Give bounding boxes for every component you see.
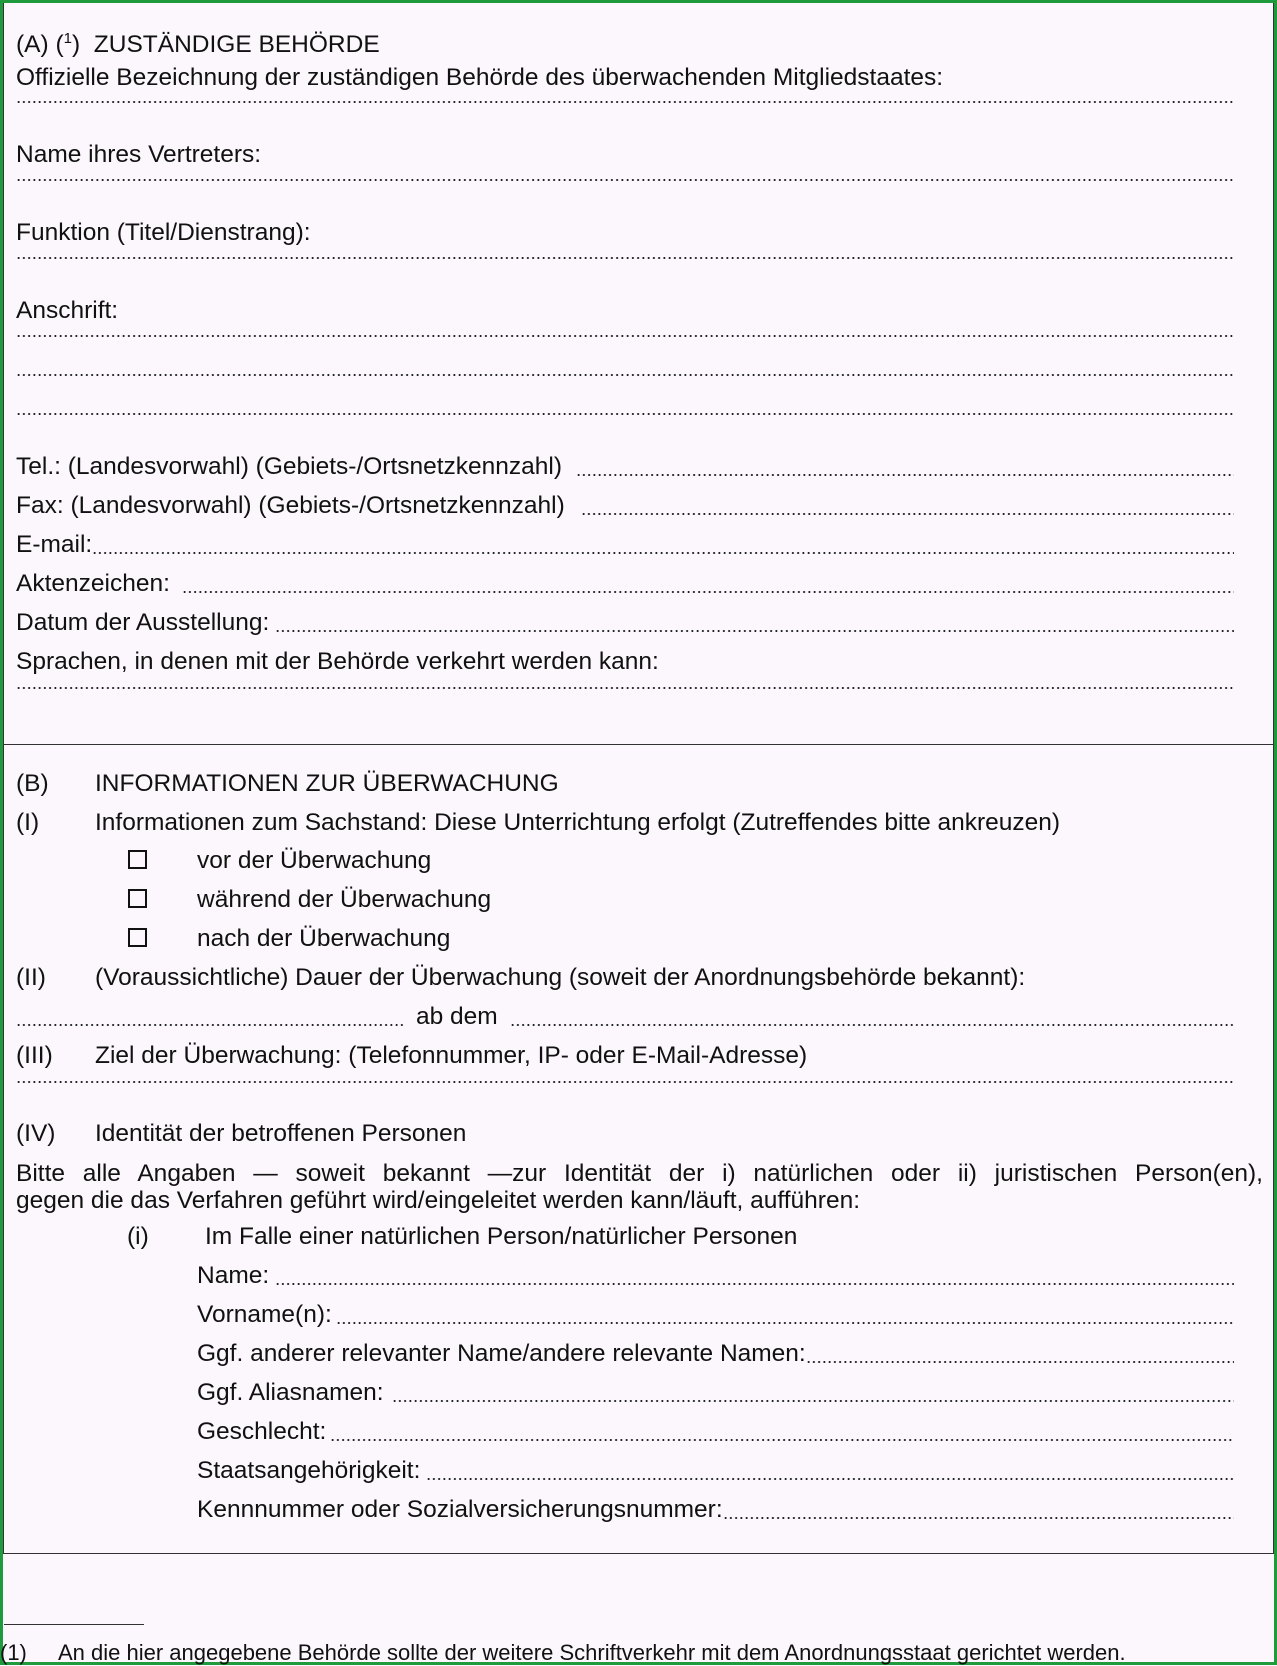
official-name-label: Offizielle Bezeichnung der zuständigen Behörde des überwachenden Mitgliedstaates: — [16, 64, 944, 91]
checkbox-before[interactable] — [128, 850, 147, 869]
fax-field[interactable] — [16, 491, 1234, 521]
email-label: E-mail: — [16, 531, 93, 558]
name-label: Name: — [197, 1262, 270, 1289]
section-b-heading — [16, 769, 1234, 799]
nationality-label: Staatsangehörigkeit: — [197, 1457, 421, 1484]
first-name-label: Vorname(n): — [197, 1301, 332, 1328]
gender-label: Geschlecht: — [197, 1418, 327, 1445]
address-field-2[interactable] — [16, 373, 1234, 382]
item-ii-heading: (II) (Voraussichtliche) Dauer der Überwachung (soweit der Anordnungsbehörde bekannt): — [16, 964, 1026, 991]
issue-date-field[interactable] — [16, 608, 1234, 638]
option-after-label: nach der Überwachung — [197, 925, 451, 952]
target-field[interactable] — [16, 1080, 1234, 1089]
option-before-label: vor der Überwachung — [197, 847, 432, 874]
languages-label: Sprachen, in denen mit der Behörde verkehrt werden kann: — [16, 648, 659, 675]
address-field-3[interactable] — [16, 412, 1234, 421]
representative-label: Name ihres Vertreters: — [16, 141, 262, 168]
representative-field[interactable] — [16, 178, 1234, 187]
footnote-number: (1) — [0, 1640, 27, 1665]
footnote-ref: ($^1$) — [55, 30, 81, 58]
first-name-field[interactable] — [197, 1300, 1234, 1330]
duration-field[interactable] — [16, 1002, 1234, 1032]
footnote — [0, 1640, 1126, 1666]
aliases-label: Ggf. Aliasnamen: — [197, 1379, 384, 1406]
option-during-label: während der Überwachung — [197, 886, 492, 913]
checkbox-during[interactable] — [128, 889, 147, 908]
nationality-field[interactable] — [197, 1456, 1234, 1486]
item-i-heading: (I) Informationen zum Sachstand: Diese Unterrichtung erfolgt (Zutreffendes bitte ankreuzen) — [16, 809, 1061, 836]
item-iv-heading: (IV) Identität der betroffenen Personen — [16, 1120, 467, 1147]
function-label: Funktion (Titel/Dienstrang): — [16, 219, 311, 246]
id-number-label: Kennnummer oder Sozialversicherungsnummer: — [197, 1496, 723, 1523]
id-number-field[interactable] — [197, 1495, 1234, 1525]
from-label: ab dem — [416, 1003, 498, 1030]
file-number-field[interactable] — [16, 569, 1234, 599]
other-names-label: Ggf. anderer relevanter Name/andere relevante Namen: — [197, 1340, 806, 1367]
section-a-label: (A) — [16, 31, 49, 58]
gender-field[interactable] — [197, 1417, 1234, 1447]
function-field[interactable] — [16, 256, 1234, 265]
languages-field[interactable] — [16, 686, 1234, 695]
section-a-heading — [16, 24, 1234, 60]
name-field[interactable] — [197, 1261, 1234, 1291]
sub-i-heading: (i) Im Falle einer natürlichen Person/natürlicher Personen — [127, 1223, 798, 1250]
email-field[interactable] — [16, 530, 1234, 560]
issue-date-label: Datum der Ausstellung: — [16, 609, 270, 636]
official-name-field[interactable] — [16, 100, 1234, 109]
identity-instruction: Bitte alle Angaben — soweit bekannt —zur Identität der i) natürlichen oder ii) juristischen Person(en), gegen die das Verfahren geführt wird/eingeleitet werden kann/läuft, aufführen: — [16, 1160, 1263, 1214]
section-a-title: ZUSTÄNDIGE BEHÖRDE — [93, 31, 380, 58]
footnote-separator — [4, 1624, 144, 1625]
tel-label: Tel.: (Landesvorwahl) (Gebiets-/Ortsnetzkennzahl) — [16, 453, 563, 480]
fax-label: Fax: (Landesvorwahl) (Gebiets-/Ortsnetzkennzahl) — [16, 492, 565, 519]
other-names-field[interactable] — [197, 1339, 1234, 1369]
tel-field[interactable] — [16, 452, 1234, 482]
address-field-1[interactable] — [16, 334, 1234, 343]
checkbox-after[interactable] — [128, 928, 147, 947]
item-iii-heading: (III) Ziel der Überwachung: (Telefonnummer, IP- oder E-Mail-Adresse) — [16, 1042, 808, 1069]
aliases-field[interactable] — [197, 1378, 1234, 1408]
section-b-label: (B) — [16, 770, 49, 797]
footnote-text: An die hier angegebene Behörde sollte der weitere Schriftverkehr mit dem Anordnungsstaat gerichtet werden. — [58, 1640, 1126, 1665]
section-b-title: INFORMATIONEN ZUR ÜBERWACHUNG — [95, 770, 559, 797]
file-number-label: Aktenzeichen: — [16, 570, 170, 597]
address-label: Anschrift: — [16, 297, 119, 324]
